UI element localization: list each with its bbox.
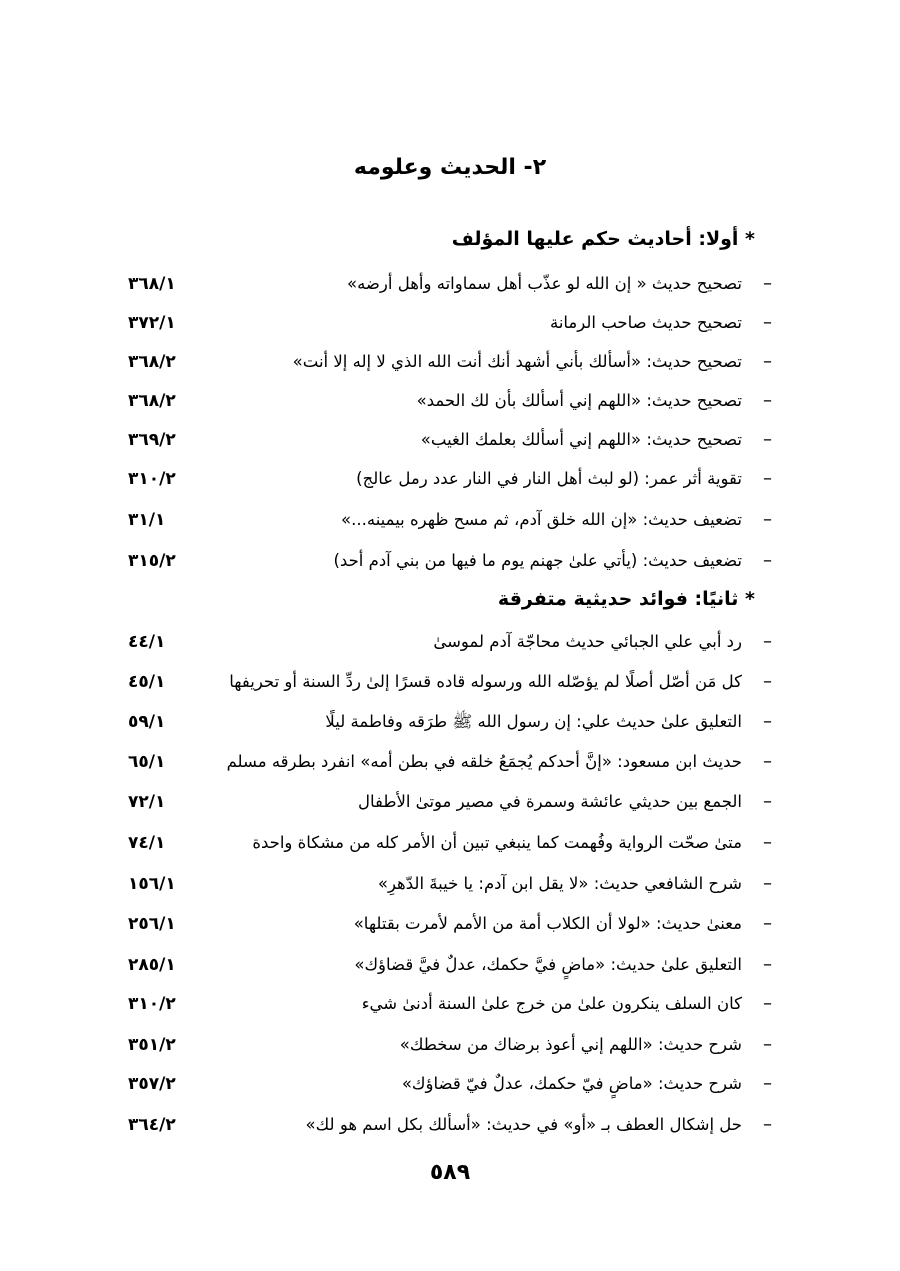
list-item: [120, 463, 780, 495]
list-item: [120, 706, 780, 738]
list-item: [120, 626, 780, 658]
item-text: تصحيح حديث: «اللهم إني أسألك بأن لك الحمد»: [416, 391, 742, 410]
item-text: شرح حديث: «اللهم إني أعوذ برضاك من سخطك»: [399, 1035, 742, 1054]
chapter-title: ٢- الحديث وعلومه: [353, 155, 547, 180]
item-ref: ٣٦٨/٢: [128, 352, 176, 372]
item-ref: ٣٥٧/٢: [128, 1074, 176, 1094]
item-text: تصحيح حديث « إن الله لو عذّب أهل سماواته وأهل أرضه»: [346, 274, 742, 293]
item-ref: ٦٥/١: [128, 752, 166, 772]
item-text: تضعيف حديث: (يأتي علىٰ جهنم يوم ما فيها من بني آدم أحد): [333, 551, 742, 570]
item-ref: ٤٤/١: [128, 632, 166, 652]
item-ref: ٥٩/١: [128, 712, 166, 732]
item-ref: ١٥٦/١: [128, 874, 176, 894]
list-item: [120, 268, 780, 300]
item-text: تضعيف حديث: «إن الله خلق آدم، ثم مسح ظهره بيمينه...»: [341, 510, 742, 529]
item-ref: ٣١٠/٢: [128, 994, 176, 1014]
dash-marker: –: [763, 873, 772, 894]
dash-marker: –: [763, 312, 772, 333]
item-text: معنىٰ حديث: «لولا أن الكلاب أمة من الأمم لأمرت بقتلها»: [353, 914, 742, 933]
dash-marker: –: [763, 711, 772, 732]
item-ref: ٣٦٨/١: [128, 274, 176, 294]
list-item: [120, 545, 780, 577]
item-text: كل مَن أصّل أصلًا لم يؤصّله الله ورسوله قاده قسرًا إلىٰ ردِّ السنة أو تحريفها: [229, 672, 742, 691]
list-item: [120, 307, 780, 339]
dash-marker: –: [763, 832, 772, 853]
item-ref: ٣١٠/٢: [128, 469, 176, 489]
list-item: [120, 504, 780, 536]
item-ref: ٢٨٥/١: [128, 955, 176, 975]
list-item: [120, 827, 780, 859]
dash-marker: –: [763, 351, 772, 372]
dash-marker: –: [763, 429, 772, 450]
item-ref: ٣١/١: [128, 510, 166, 530]
dash-marker: –: [763, 468, 772, 489]
dash-marker: –: [763, 631, 772, 652]
dash-marker: –: [763, 273, 772, 294]
dash-marker: –: [763, 993, 772, 1014]
item-text: حل إشكال العطف بـ «أو» في حديث: «أسألك بكل اسم هو لك»: [305, 1115, 742, 1134]
list-item: [120, 746, 780, 778]
item-ref: ٣٥١/٢: [128, 1035, 176, 1055]
list-item: [120, 385, 780, 417]
item-ref: ٧٢/١: [128, 792, 166, 812]
dash-marker: –: [763, 751, 772, 772]
dash-marker: –: [763, 509, 772, 530]
dash-marker: –: [763, 791, 772, 812]
dash-marker: –: [763, 1073, 772, 1094]
item-text: رد أبي علي الجبائي حديث محاجّة آدم لموسىٰ: [433, 632, 742, 651]
list-item: [120, 908, 780, 940]
item-text: متىٰ صحّت الرواية وفُهمت كما ينبغي تبين أن الأمر كله من مشكاة واحدة: [252, 833, 742, 852]
list-item: [120, 988, 780, 1020]
dash-marker: –: [763, 671, 772, 692]
dash-marker: –: [763, 550, 772, 571]
section-heading-2: * ثانيًا: فوائد حديثية متفرقة: [497, 588, 755, 610]
item-text: التعليق علىٰ حديث: «ماضٍ فيَّ حكمك، عدلٌ فيَّ قضاؤك»: [354, 955, 742, 974]
section-heading-1: * أولا: أحاديث حكم عليها المؤلف: [451, 228, 755, 250]
item-text: التعليق علىٰ حديث علي: إن رسول الله ﷺ طرَقه وفاطمة ليلًا: [325, 712, 742, 731]
item-ref: ٣٧٢/١: [128, 313, 176, 333]
item-text: حديث ابن مسعود: «إنَّ أحدكم يُجمَعُ خلقه في بطن أمه» انفرد بطرقه مسلم: [226, 752, 742, 771]
dash-marker: –: [763, 1034, 772, 1055]
list-item: [120, 424, 780, 456]
item-ref: ٣٦٤/٢: [128, 1115, 176, 1135]
dash-marker: –: [763, 954, 772, 975]
page-number: ٥٨٩: [429, 1160, 471, 1185]
list-item: [120, 1068, 780, 1100]
item-ref: ٣٦٨/٢: [128, 391, 176, 411]
dash-marker: –: [763, 390, 772, 411]
item-ref: ٣١٥/٢: [128, 551, 176, 571]
list-item: [120, 666, 780, 698]
item-text: تصحيح حديث: «أسألك بأني أشهد أنك أنت الله الذي لا إله إلا أنت»: [292, 352, 742, 371]
list-item: [120, 949, 780, 981]
list-item: [120, 346, 780, 378]
list-item: [120, 868, 780, 900]
list-item: [120, 786, 780, 818]
item-text: كان السلف ينكرون علىٰ من خرج علىٰ السنة أدنىٰ شيء: [361, 994, 742, 1013]
list-item: [120, 1109, 780, 1141]
dash-marker: –: [763, 1114, 772, 1135]
item-ref: ٣٦٩/٢: [128, 430, 176, 450]
dash-marker: –: [763, 913, 772, 934]
list-item: [120, 1029, 780, 1061]
item-text: شرح حديث: «ماضٍ فيّ حكمك، عدلٌ فيّ قضاؤك»: [401, 1074, 742, 1093]
item-text: الجمع بين حديثي عائشة وسمرة في مصير موتىٰ الأطفال: [357, 792, 742, 811]
item-ref: ٢٥٦/١: [128, 914, 176, 934]
item-text: تقوية أثر عمر: (لو لبث أهل النار في النار عدد رمل عالج): [356, 469, 742, 488]
item-ref: ٤٥/١: [128, 672, 166, 692]
item-text: تصحيح حديث: «اللهم إني أسألك بعلمك الغيب»: [420, 430, 742, 449]
item-text: تصحيح حديث صاحب الرمانة: [549, 313, 742, 332]
item-text: شرح الشافعي حديث: «لا يقل ابن آدم: يا خيبةَ الدّهرِ»: [377, 874, 742, 893]
item-ref: ٧٤/١: [128, 833, 166, 853]
